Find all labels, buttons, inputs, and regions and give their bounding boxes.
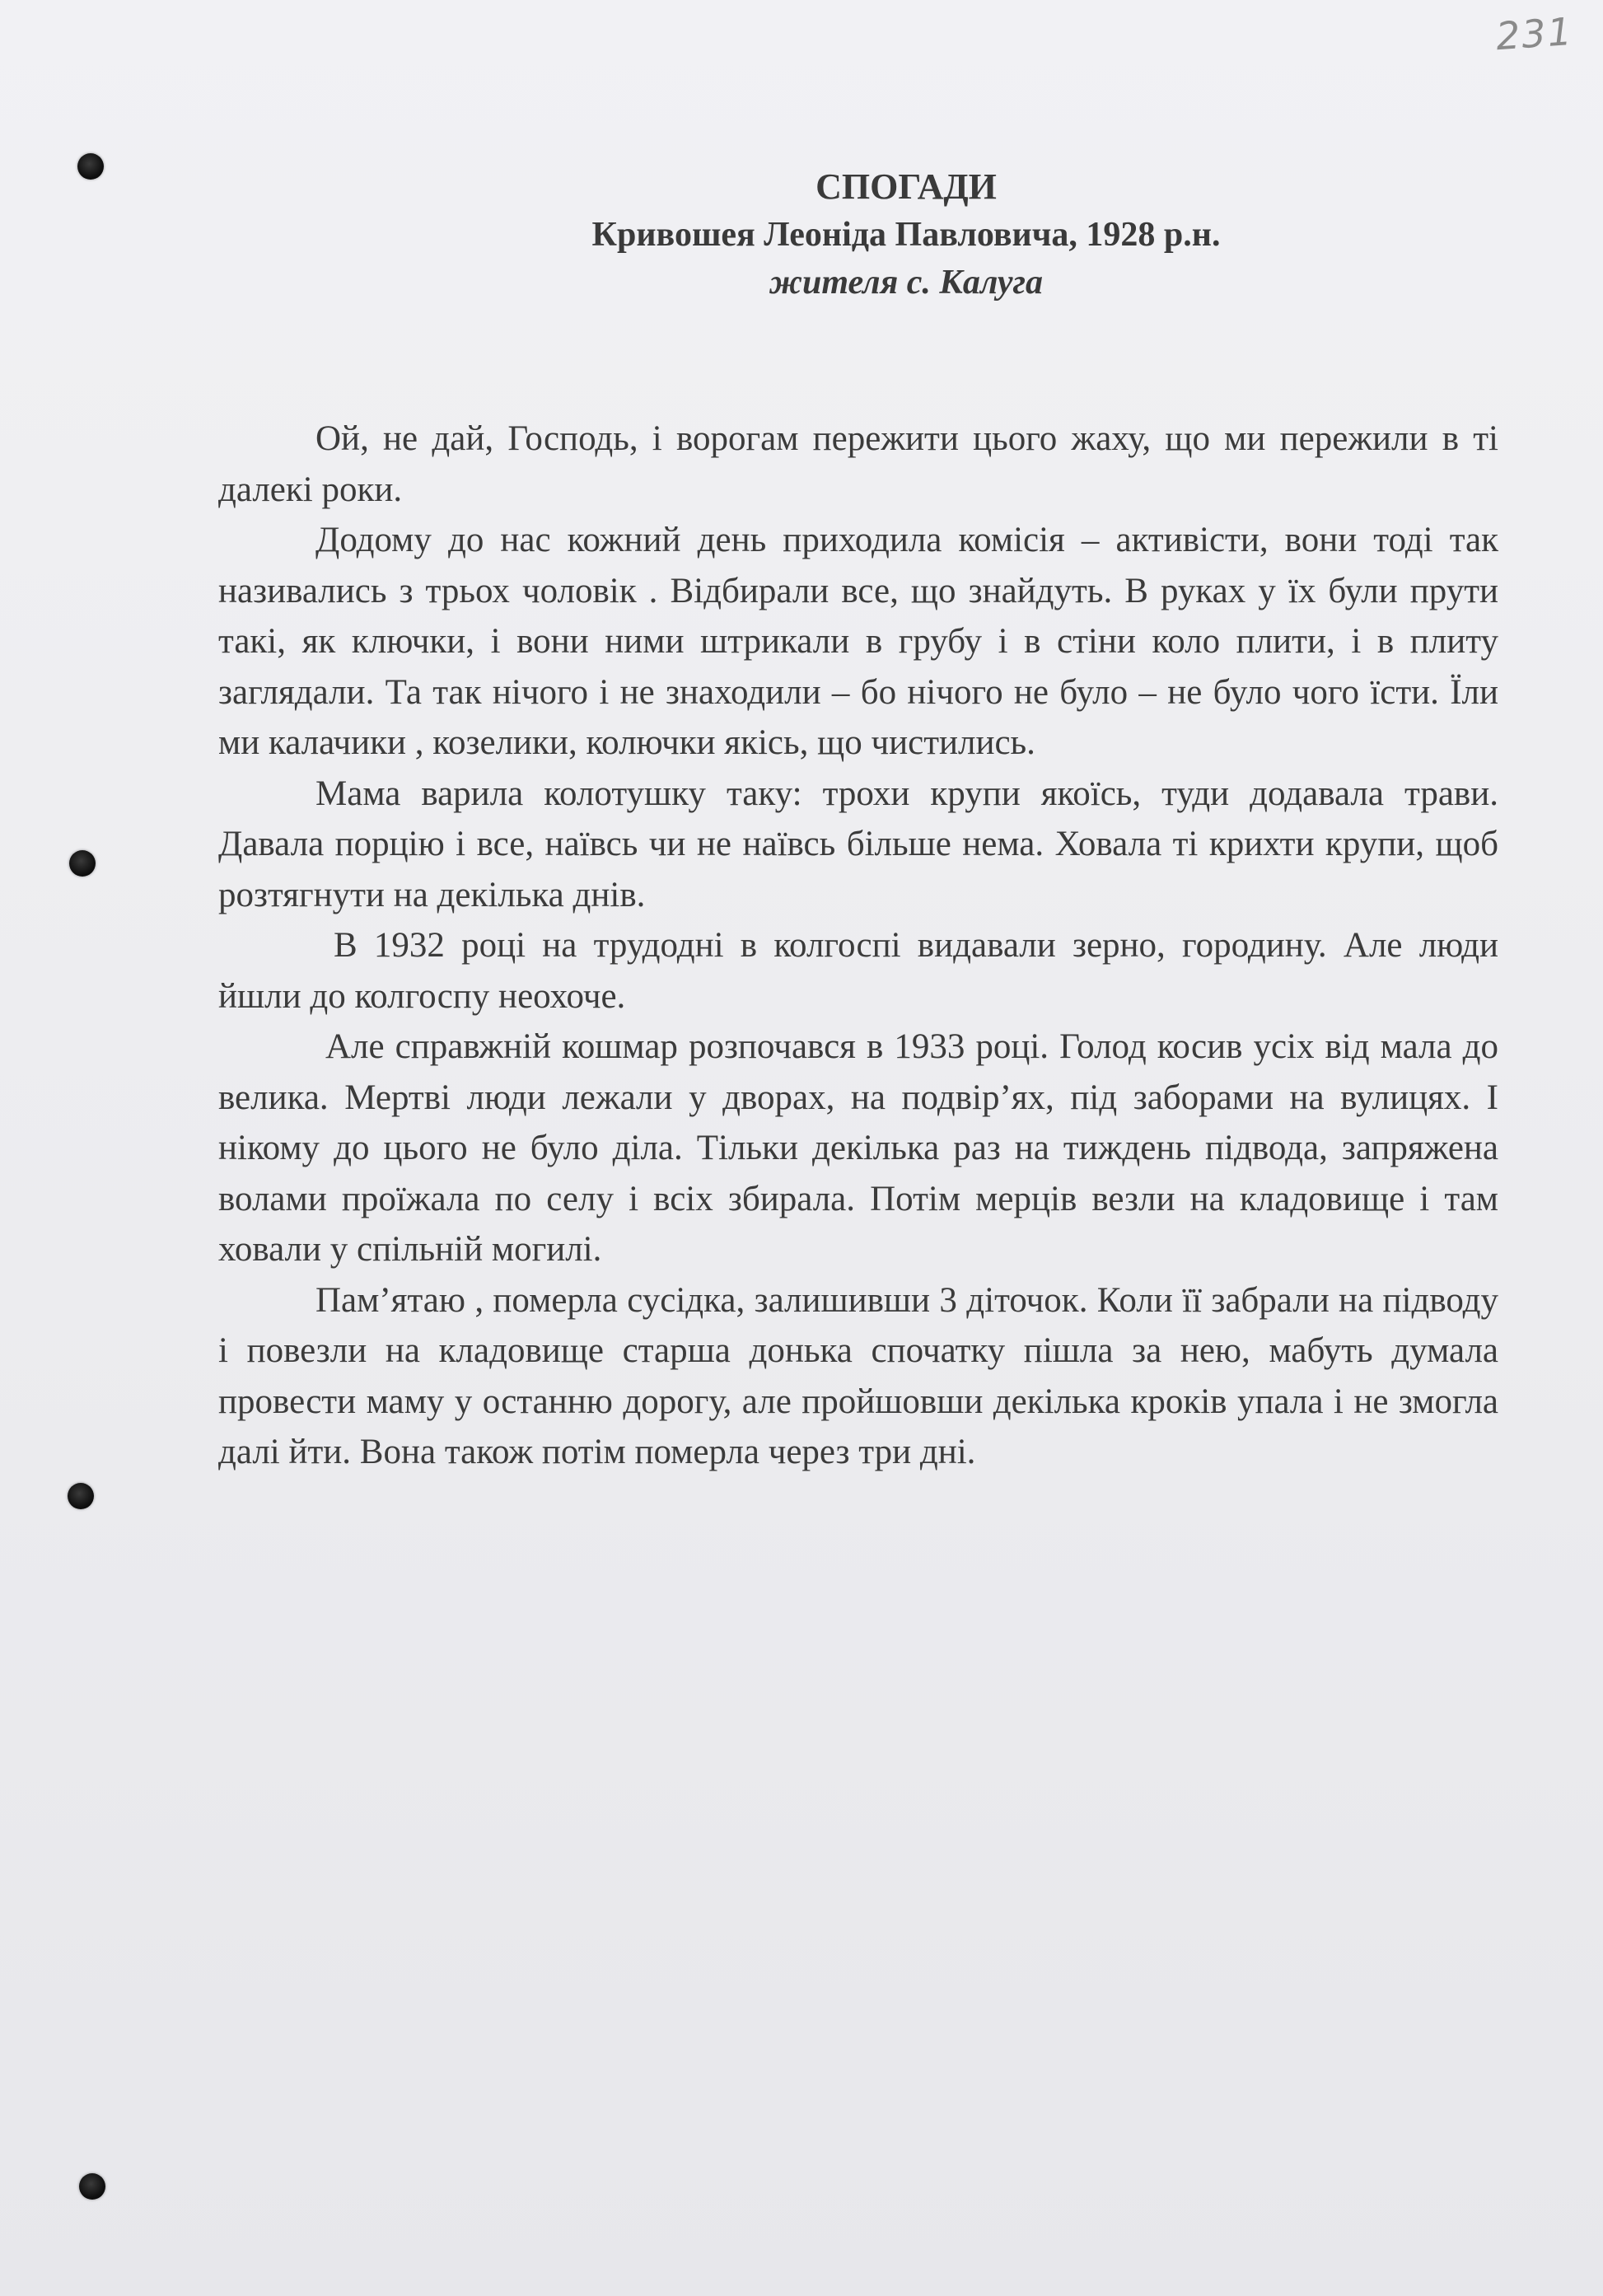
document-body <box>218 414 1498 1478</box>
paragraph-4: В 1932 році на трудодні в колгоспі видавали зерно, городину. Але люди йшли до колгоспу неохоче. <box>218 926 1498 1016</box>
punch-hole-2 <box>69 850 96 877</box>
punch-hole-1 <box>77 153 104 180</box>
document-subtitle: Кривошея Леоніда Павловича, 1928 р.н. <box>591 216 1221 254</box>
paragraph-5: Але справжній кошмар розпочався в 1933 році. Голод косив усіх від мала до велика. Мертві люди лежали у дворах, на подвір’ях, під заборами на вулицях. І нікому до цього не було діла. Тільки декілька раз на тиждень підвода, запряжена волами проїжала по селу і всіх збирала. Потім мерців везли на кладовище і там ховали у спільній могилі. <box>218 1027 1498 1269</box>
handwritten-page-number: 231 <box>1494 8 1575 59</box>
document-title: СПОГАДИ <box>816 166 997 207</box>
document-header <box>412 163 1400 306</box>
paragraph-2: Додому до нас кожний день приходила комісія – активісти, вони тоді так називались з трьох чоловік . Відбирали все, що знайдуть. В руках у їх були прути такі, як ключки, і вони ними штрикали в грубу і в стіни коло плити, і в плиту заглядали. Та так нічого і не знаходили – бо нічого не було – не було чого їсти. Їли ми калачики , козелики, колючки якісь, що чистились. <box>218 521 1498 762</box>
punch-hole-3 <box>68 1483 94 1509</box>
punch-hole-4 <box>79 2173 105 2200</box>
paragraph-6: Пам’ятаю , померла сусідка, залишивши 3 діточок. Коли її забрали на підводу і повезли на кладовище старша донька спочатку пішла за нею, мабуть думала провести маму у останню дорогу, але пройшовши декілька кроків упала і не змогла далі йти. Вона також потім померла через три дні. <box>218 1280 1498 1471</box>
paragraph-3: Мама варила колотушку таку: трохи крупи якоїсь, туди додавала трави. Давала порцію і все, наївсь чи не наївсь більше нема. Ховала ті крихти крупи, щоб розтягнути на декілька днів. <box>218 774 1498 914</box>
document-subtitle-location: жителя с. Калуга <box>769 264 1044 302</box>
paragraph-1: Ой, не дай, Господь, і ворогам пережити цього жаху, що ми пережили в ті далекі роки. <box>218 419 1498 509</box>
